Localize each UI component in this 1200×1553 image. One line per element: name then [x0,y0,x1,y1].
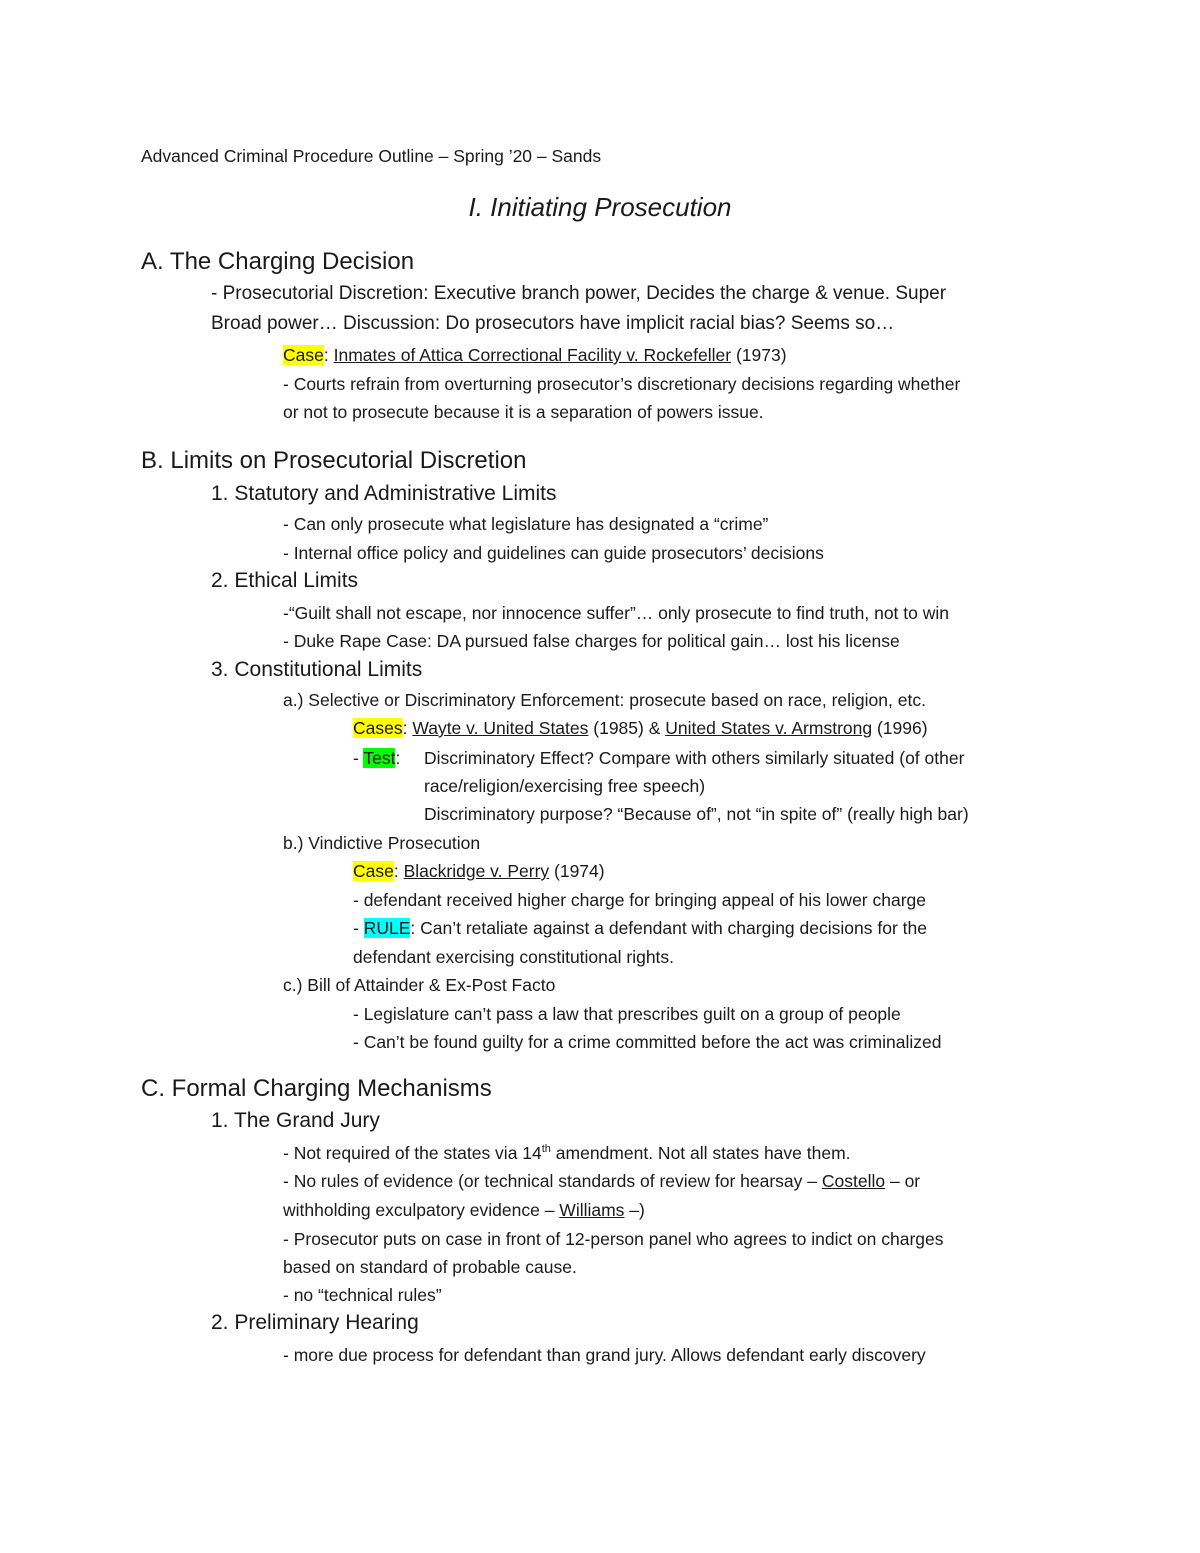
case-name-attica: Inmates of Attica Correctional Facility v. Rockefeller [333,345,732,365]
test-highlight-label: Test [363,748,396,768]
attainder-heading: c.) Bill of Attainder & Ex-Post Facto [283,975,556,995]
section-b2-line-2: - Duke Rape Case: DA pursued false charges for political gain… lost his license [283,631,900,651]
cases-highlight-label: Cases [353,718,403,738]
section-a-heading: A. The Charging Decision [141,248,415,275]
grand-jury-line-6: - no “technical rules” [283,1285,442,1305]
section-b-heading: B. Limits on Prosecutorial Discretion [141,447,527,474]
section-a-note-2: or not to prosecute because it is a separation of powers issue. [283,402,764,422]
grand-jury-l1a: - Not required of the states via 14 [283,1143,542,1163]
grand-jury-line-2 [283,1168,920,1194]
rule-dash: - [353,918,364,938]
rule-line [353,915,927,941]
case-name-wayte: Wayte v. United States [412,718,589,738]
vindictive-heading: b.) Vindictive Prosecution [283,833,481,853]
case-year: (1973) [731,345,787,365]
section-b1-heading: 1. Statutory and Administrative Limits [211,482,557,505]
case-colon: : [323,345,329,365]
cases-colon: : [402,718,413,738]
vindictive-year: (1974) [549,861,605,881]
test-effect-line-1: Discriminatory Effect? Compare with others similarly situated (of other [424,748,965,768]
vindictive-line-1: - defendant received higher charge for bringing appeal of his lower charge [353,890,926,910]
test-purpose-line: Discriminatory purpose? “Because of”, not “in spite of” (really high bar) [424,804,969,824]
outline-title: I. Initiating Prosecution [468,192,732,222]
section-a-note-1: - Courts refrain from overturning prosecutor’s discretionary decisions regarding whether [283,374,961,394]
case-name-costello: Costello [821,1171,886,1191]
grand-jury-l3b: –) [624,1200,645,1220]
section-a-line-1: - Prosecutorial Discretion: Executive branch power, Decides the charge & venue. Super [211,283,947,304]
rule-line-2: defendant exercising constitutional rights. [353,947,675,967]
vindictive-colon: : [393,861,404,881]
case-name-blackridge: Blackridge v. Perry [403,861,550,881]
section-c-heading: C. Formal Charging Mechanisms [141,1075,492,1102]
selective-enforcement-heading: a.) Selective or Discriminatory Enforcement: prosecute based on race, religion, etc. [283,690,926,710]
vindictive-case-line [353,858,605,884]
section-b3-heading: 3. Constitutional Limits [211,658,423,681]
preliminary-hearing-line-1: - more due process for defendant than grand jury. Allows defendant early discovery [283,1345,926,1365]
case-highlight-label: Case [283,345,324,365]
vindictive-case-label: Case [353,861,394,881]
test-colon: : [395,748,401,768]
document-header: Advanced Criminal Procedure Outline – Spring ’20 – Sands [141,146,602,166]
test-effect-line-2: race/religion/exercising free speech) [424,776,706,796]
rule-text: : Can’t retaliate against a defendant with charging decisions for the [410,918,927,938]
section-b1-line-2: - Internal office policy and guidelines can guide prosecutors’ decisions [283,543,824,563]
grand-jury-l1b: amendment. Not all states have them. [550,1143,851,1163]
section-b2-line-1: -“Guilt shall not escape, nor innocence suffer”… only prosecute to find truth, not to win [283,603,949,623]
grand-jury-line-3 [283,1197,645,1223]
section-a-line-2: Broad power… Discussion: Do prosecutors have implicit racial bias? Seems so… [211,313,895,334]
test-line [353,745,400,771]
selective-cases-line [353,715,928,741]
section-a-case-line [283,342,787,368]
grand-jury-l2b: – or [885,1171,921,1191]
cases-mid: (1985) & [588,718,666,738]
grand-jury-l3a: withholding exculpatory evidence – [283,1200,560,1220]
grand-jury-l2a: - No rules of evidence (or technical standards of review for hearsay – [283,1171,822,1191]
rule-highlight-label: RULE [363,918,411,938]
grand-jury-line-5: based on standard of probable cause. [283,1257,577,1277]
test-dash: - [353,748,364,768]
section-c1-heading: 1. The Grand Jury [211,1109,380,1132]
section-c2-heading: 2. Preliminary Hearing [211,1311,419,1334]
case-name-armstrong: United States v. Armstrong [665,718,873,738]
section-b2-heading: 2. Ethical Limits [211,569,359,592]
ordinal-suffix: th [541,1143,551,1156]
grand-jury-line-4: - Prosecutor puts on case in front of 12-person panel who agrees to indict on charges [283,1229,944,1249]
attainder-line-1: - Legislature can’t pass a law that prescribes guilt on a group of people [353,1004,901,1024]
cases-end: (1996) [872,718,928,738]
case-name-williams: Williams [559,1200,625,1220]
attainder-line-2: - Can’t be found guilty for a crime committed before the act was criminalized [353,1032,942,1052]
grand-jury-line-1 [283,1140,851,1166]
section-b1-line-1: - Can only prosecute what legislature has designated a “crime” [283,514,769,534]
